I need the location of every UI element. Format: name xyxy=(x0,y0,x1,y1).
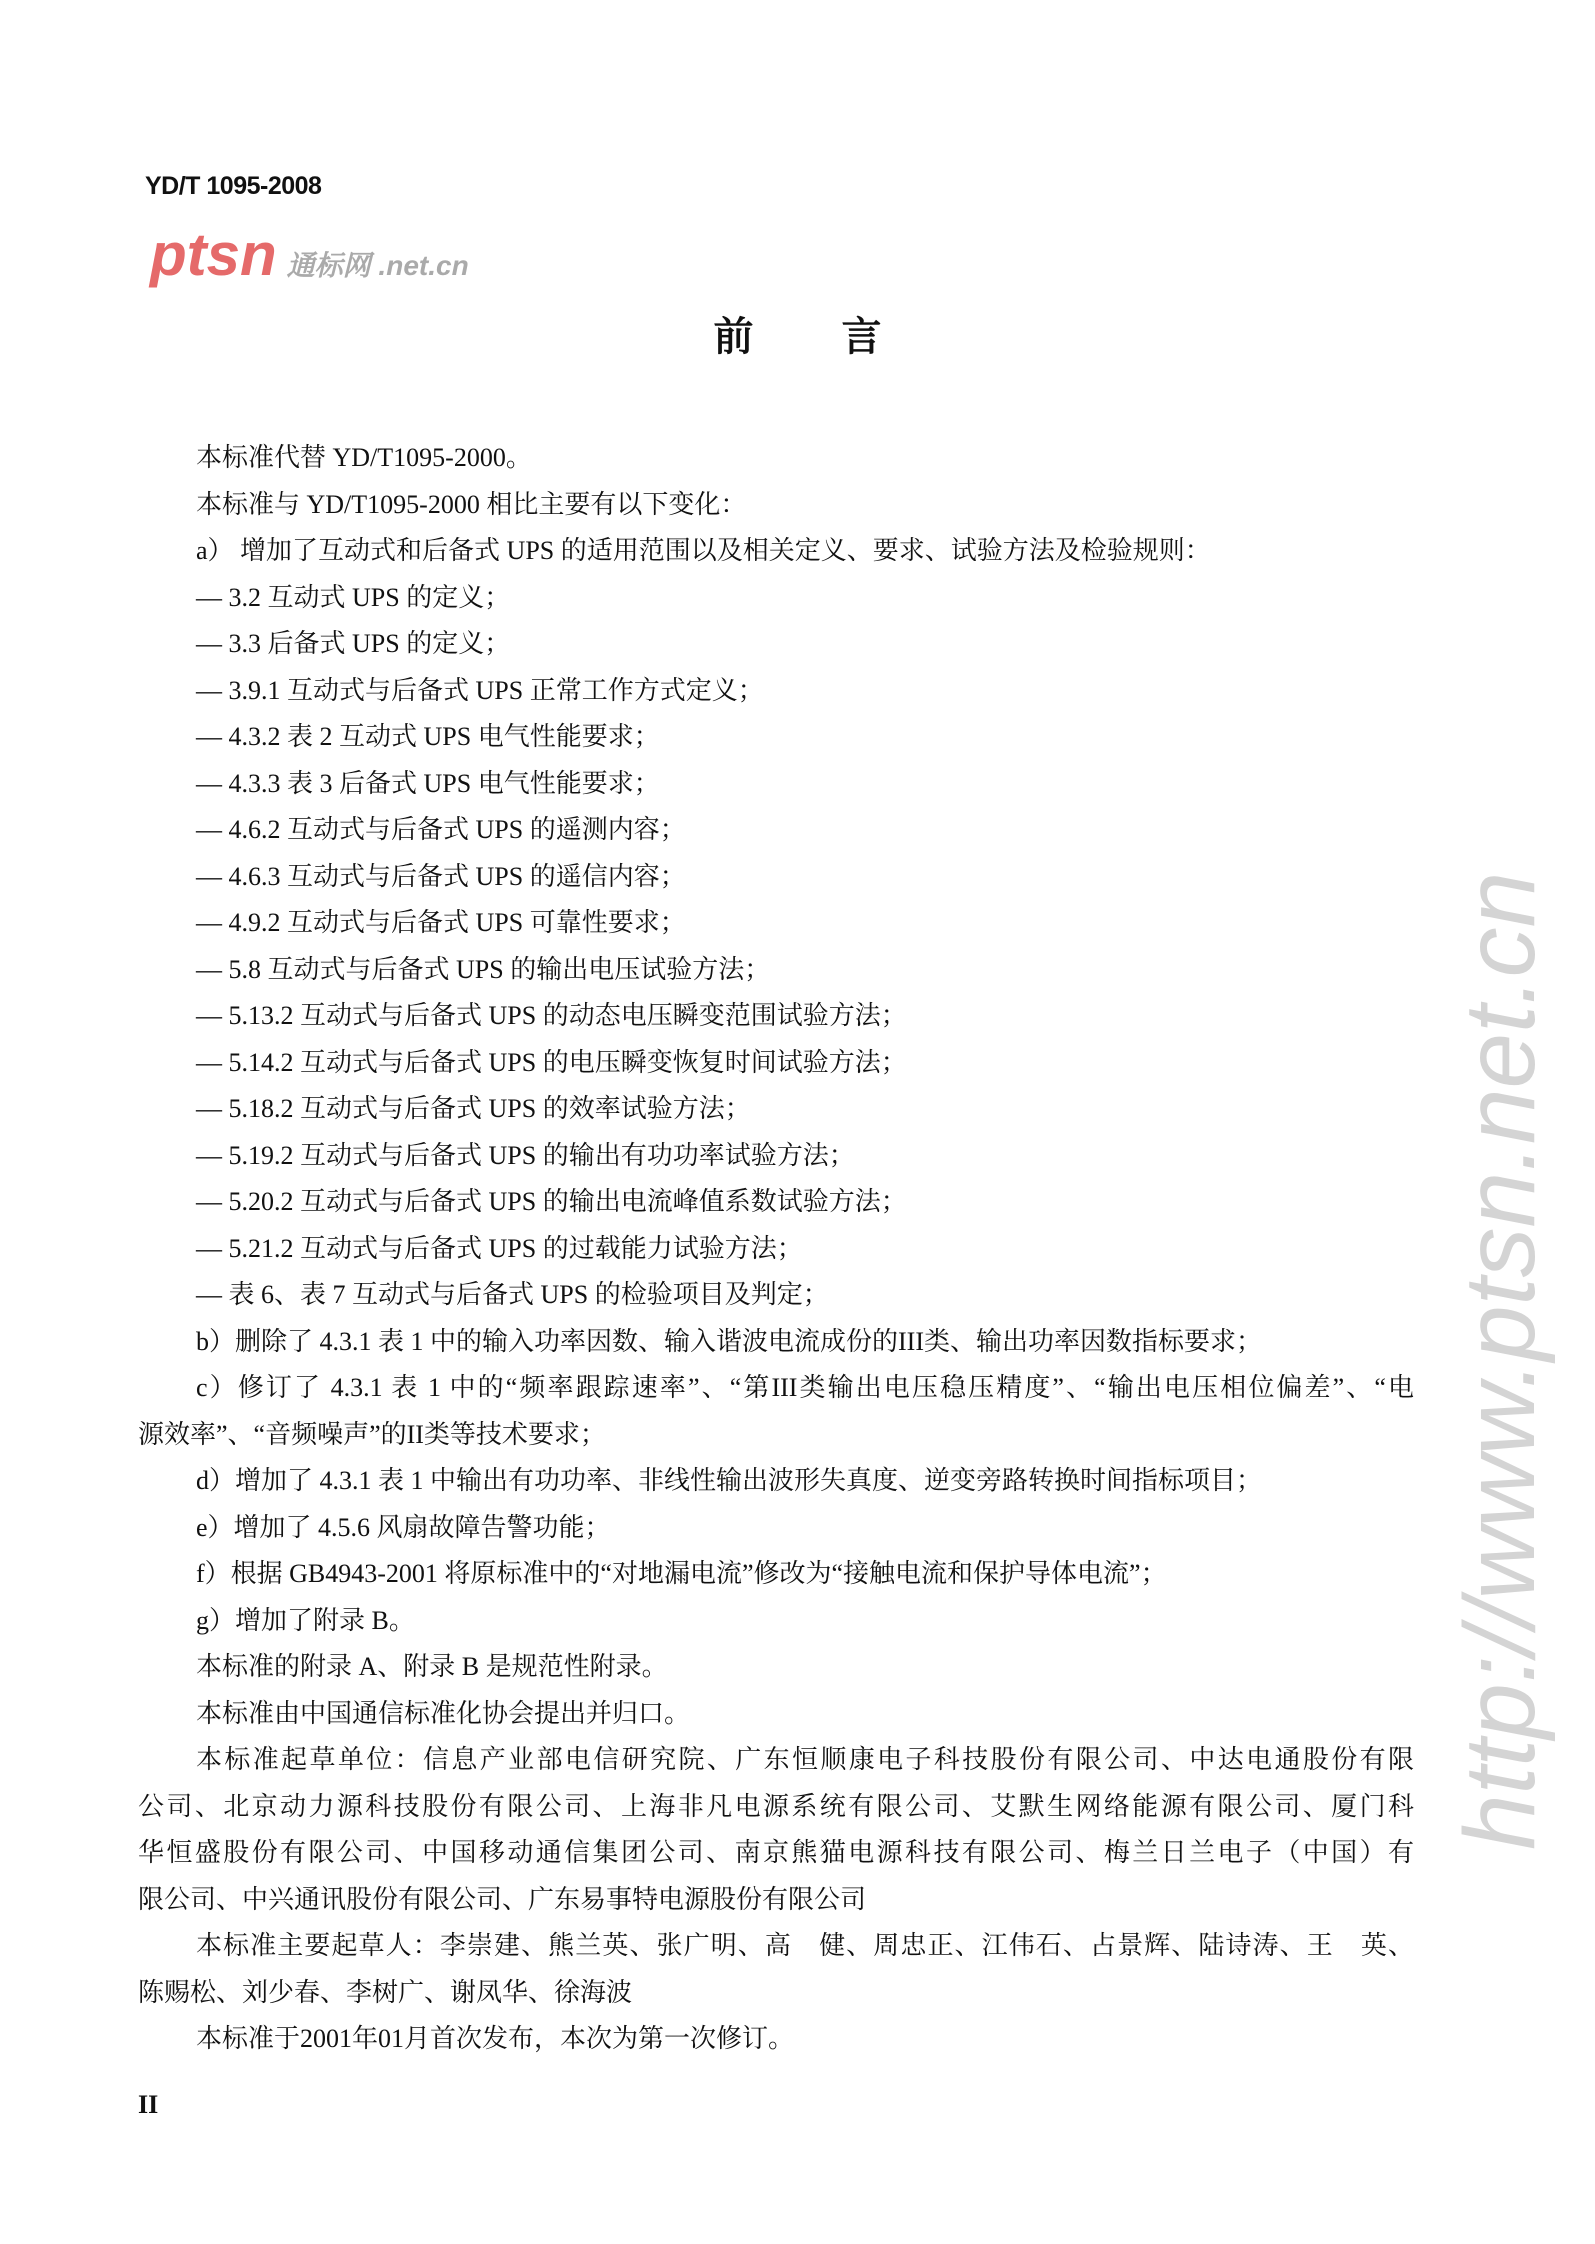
text-line: — 表 6、表 7 互动式与后备式 UPS 的检验项目及判定； xyxy=(196,1280,829,1309)
text-line: e）增加了 4.5.6 风扇故障告警功能； xyxy=(196,1512,611,1542)
text-line: 本标准与 YD/T1095-2000 相比主要有以下变化： xyxy=(196,489,747,519)
text-line: 本标准起草单位：信息产业部电信研究院、广东恒顺康电子科技股份有限公司、中达电通股份有限 xyxy=(196,1745,1414,1774)
page-number: II xyxy=(138,2090,159,2119)
paragraph xyxy=(138,2016,1414,2063)
paragraph xyxy=(138,854,1414,901)
text-line: b）删除了 4.3.1 表 1 中的输入功率因数、输入谐波电流成份的III类、输出功率因数指标要求； xyxy=(196,1326,1262,1356)
text-line: — 3.3 后备式 UPS 的定义； xyxy=(196,629,511,658)
text-line: — 5.19.2 互动式与后备式 UPS 的输出有功功率试验方法； xyxy=(196,1140,855,1170)
text-line: f）根据 GB4943-2001 将原标准中的“对地漏电流”修改为“接触电流和保护导体电流”； xyxy=(196,1559,1167,1588)
text-line: — 5.13.2 互动式与后备式 UPS 的动态电压瞬变范围试验方法； xyxy=(196,1001,907,1030)
paragraph xyxy=(138,1458,1414,1505)
watermark-url: http://www.ptsn.net.cn xyxy=(1444,871,1556,1850)
paragraph xyxy=(138,1644,1414,1691)
text-line: — 4.3.2 表 2 互动式 UPS 电气性能要求； xyxy=(196,722,660,751)
text-line: — 5.14.2 互动式与后备式 UPS 的电压瞬变恢复时间试验方法； xyxy=(196,1047,907,1077)
text-line: g）增加了附录 B。 xyxy=(196,1605,415,1635)
paragraph xyxy=(138,482,1414,529)
text-line: d）增加了 4.3.1 表 1 中输出有功功率、非线性输出波形失真度、逆变旁路转换时间指标项目； xyxy=(196,1466,1263,1495)
text-line: — 5.20.2 互动式与后备式 UPS 的输出电流峰值系数试验方法； xyxy=(196,1187,907,1216)
paragraph xyxy=(138,1272,1414,1319)
paragraph xyxy=(138,528,1414,575)
paragraph xyxy=(138,1691,1414,1738)
text-line: — 5.8 互动式与后备式 UPS 的输出电压试验方法； xyxy=(196,954,771,984)
text-line: 限公司、中兴通讯股份有限公司、广东易事特电源股份有限公司 xyxy=(138,1884,867,1914)
paragraph xyxy=(138,1365,1414,1458)
paragraph xyxy=(138,1226,1414,1273)
paragraph xyxy=(138,668,1414,715)
paragraph xyxy=(138,1040,1414,1087)
paragraph xyxy=(138,947,1414,994)
title-char: 言 xyxy=(841,314,882,359)
watermark-logo xyxy=(150,220,469,301)
text-line: c）修订了 4.3.1 表 1 中的“频率跟踪速率”、“第III类输出电压稳压精度”、“输出电压相位偏差”、“电 xyxy=(196,1373,1414,1402)
text-line: 陈赐松、刘少春、李树广、谢凤华、徐海波 xyxy=(138,1977,633,2007)
text-line: 本标准主要起草人：李崇建、熊兰英、张广明、高 健、周忠正、江伟石、占景辉、陆诗涛、王 英、 xyxy=(196,1931,1414,1960)
text-line: — 5.18.2 互动式与后备式 UPS 的效率试验方法； xyxy=(196,1094,751,1123)
text-line: — 3.2 互动式 UPS 的定义； xyxy=(196,582,511,612)
text-line: — 4.3.3 表 3 后备式 UPS 电气性能要求； xyxy=(196,768,660,798)
text-line: — 4.6.3 互动式与后备式 UPS 的遥信内容； xyxy=(196,861,686,891)
text-line: 本标准的附录 A、附录 B 是规范性附录。 xyxy=(196,1652,668,1681)
paragraph xyxy=(138,807,1414,854)
paragraph xyxy=(138,1505,1414,1552)
paragraph xyxy=(138,435,1414,482)
text-line: — 3.9.1 互动式与后备式 UPS 正常工作方式定义； xyxy=(196,675,764,705)
paragraph xyxy=(138,1133,1414,1180)
watermark-logo-sub: 通标网 .net.cn xyxy=(286,250,469,281)
paragraph xyxy=(138,1923,1414,2016)
paragraph xyxy=(138,1086,1414,1133)
paragraph xyxy=(138,761,1414,808)
paragraph xyxy=(138,1737,1414,1923)
text-line: 本标准由中国通信标准化协会提出并归口。 xyxy=(196,1698,691,1728)
paragraph xyxy=(138,993,1414,1040)
text-line: — 4.6.2 互动式与后备式 UPS 的遥测内容； xyxy=(196,815,686,844)
document-code: YD/T 1095-2008 xyxy=(145,172,322,200)
text-line: 本标准代替 YD/T1095-2000。 xyxy=(196,443,532,472)
text-line: 华恒盛股份有限公司、中国移动通信集团公司、南京熊猫电源科技有限公司、梅兰日兰电子（中国）有 xyxy=(138,1838,1414,1867)
text-line: 本标准于2001年01月首次发布，本次为第一次修订。 xyxy=(196,2024,795,2053)
text-line: — 4.9.2 互动式与后备式 UPS 可靠性要求； xyxy=(196,908,686,937)
text-line: — 5.21.2 互动式与后备式 UPS 的过载能力试验方法； xyxy=(196,1233,803,1263)
paragraph xyxy=(138,1319,1414,1366)
paragraph xyxy=(138,1551,1414,1598)
watermark-logo-text: ptsn xyxy=(150,221,277,288)
paragraph xyxy=(138,575,1414,622)
paragraph xyxy=(138,1179,1414,1226)
paragraph xyxy=(138,621,1414,668)
text-line: 源效率”、“音频噪声”的II类等技术要求； xyxy=(138,1419,606,1449)
title-char: 前 xyxy=(713,314,754,359)
paragraph xyxy=(138,1598,1414,1645)
text-line: a） 增加了互动式和后备式 UPS 的适用范围以及相关定义、要求、试验方法及检验规则： xyxy=(196,536,1211,565)
foreword-body xyxy=(138,435,1414,2063)
paragraph xyxy=(138,900,1414,947)
paragraph xyxy=(138,714,1414,761)
page-title xyxy=(0,305,1595,362)
text-line: 公司、北京动力源科技股份有限公司、上海非凡电源系统有限公司、艾默生网络能源有限公司、厦门科 xyxy=(138,1791,1414,1821)
